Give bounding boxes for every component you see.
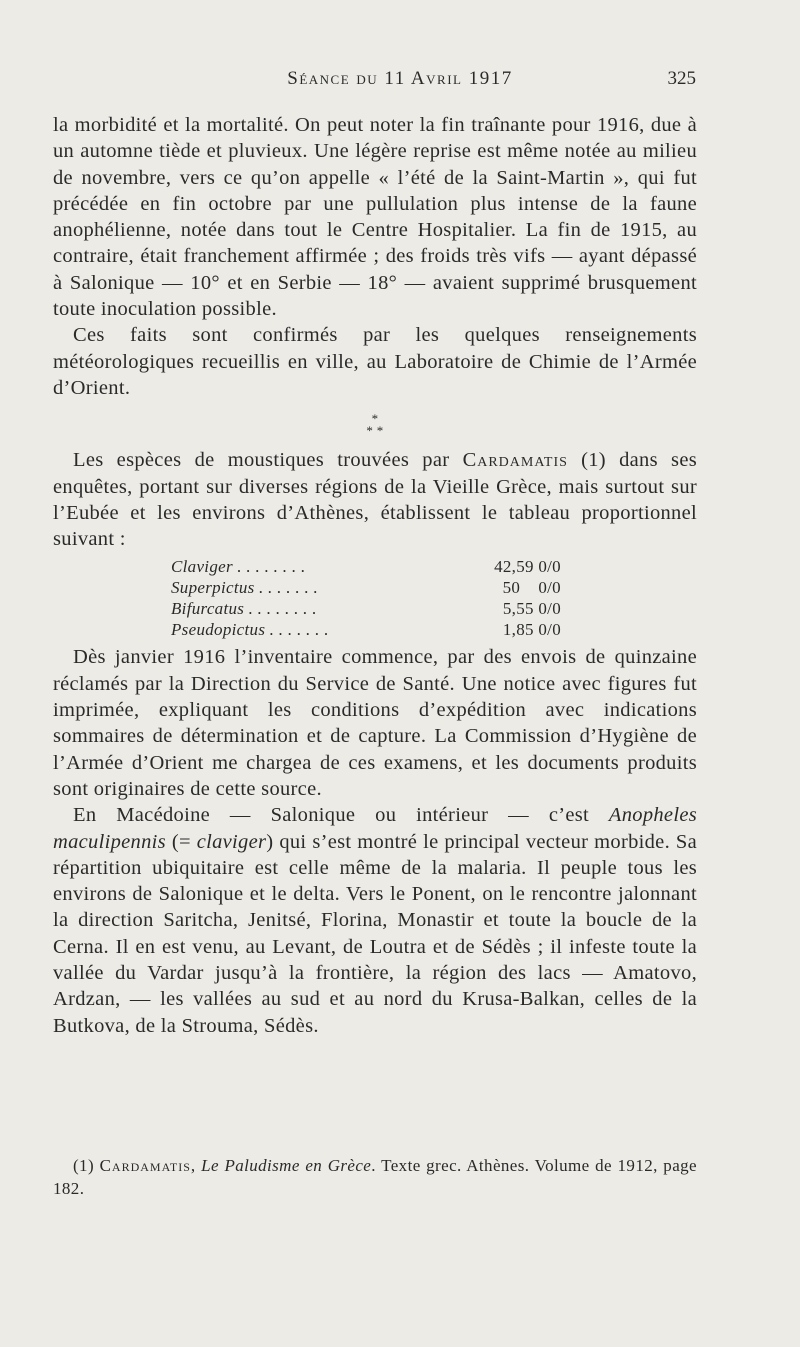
species-label xyxy=(171,556,461,577)
author-name: Cardamatis xyxy=(462,449,568,472)
page-number: 325 xyxy=(667,68,696,89)
species-label xyxy=(171,577,461,598)
species-synonym: claviger xyxy=(196,830,267,853)
footnote xyxy=(53,1154,697,1200)
dot-leader: . . . . . . . xyxy=(269,620,329,640)
species-label xyxy=(171,598,461,619)
dot-leader: . . . . . . . . xyxy=(236,557,306,577)
footnote-author: Cardamatis xyxy=(99,1156,191,1175)
paragraph-3 xyxy=(53,447,697,552)
paragraph-5-text-a: En Macédoine — Salonique ou intérieur — c’est xyxy=(73,804,609,827)
species-percentage: 42,59 0/0 xyxy=(494,557,561,577)
paragraph-5-text-b: (= xyxy=(165,830,197,853)
paragraph-4: Dès janvier 1916 l’inventaire commence, par des envois de quinzaine réclamés par la Direction du Service de Santé. Une notice avec figures fut imprimée, expliquant les conditions d’expédition avec indications sommaires de détermination et de capture. La Commission d’Hygiène de l’Armée d’Orient me chargea de ces examens, et les documents produits sont originaires de cette source. xyxy=(53,646,697,800)
running-head: Séance du 11 Avril 1917 xyxy=(287,68,513,89)
footnote-text xyxy=(53,1154,697,1200)
species-percentage: 5,55 0/0 xyxy=(502,599,561,619)
species-table xyxy=(171,556,561,640)
section-asterism: * * * xyxy=(366,411,384,439)
species-row-name: Bifurcatus xyxy=(171,599,245,619)
body-text xyxy=(53,112,697,1039)
species-row xyxy=(171,619,561,640)
paragraph-5-text-c: ) qui s’est montré le principal vecteur morbide. Sa répartition ubiquitaire est celle même de la malaria. Il peuple tous les environs de Salonique et le delta. Vers le Ponent, on le rencontre jalonnant la direction Saritcha, Jenitsé, Florina, Monastir et toute la boucle de la Cerna. Il en est venu, au Levant, de Loutra et de Sédès ; il infeste toute la vallée du Vardar jusqu’à la frontière, la région des lacs — Amatovo, Ardzan, — les vallées au sud et au nord du Krusa-Balkan, celles de la Butkova, de la Strouma, Sédès. xyxy=(53,830,697,1037)
paragraph-3-text-b: (1) dans ses enquêtes, portant sur diverses régions de la Vieille Grèce, mais surtout sur l’Eubée et les environs d’Athènes, établissent le tableau proportionnel suivant : xyxy=(53,449,698,551)
paragraph-1: la morbidité et la mortalité. On peut noter la fin traînante pour 1916, due à un automne tiède et pluvieux. Une légère reprise est même notée au milieu de novembre, vers ce qu’on appelle « l’été de la Saint-Martin », qui fut précédée en fin octobre par une pullulation plus intense de la faune anophélienne, notée dans tout le Centre Hospitalier. La fin de 1915, au contraire, était franchement affirmée ; des froids très vifs — ayant dépassé à Salonique — 10° et en Serbie — 18° — avaient supprimé brusquement toute inoculation possible. xyxy=(53,114,697,321)
species-percentage: 50 0/0 xyxy=(502,578,561,598)
species-row xyxy=(171,598,561,619)
species-percentage: 1,85 0/0 xyxy=(502,620,561,640)
page-header xyxy=(0,68,800,98)
dot-leader: . . . . . . . . xyxy=(248,599,317,619)
footnote-title: Le Paludisme en Grèce xyxy=(201,1156,372,1175)
species-row xyxy=(171,577,561,598)
paragraph-3-text-a: Les espèces de moustiques trouvées par xyxy=(73,449,463,472)
paragraph-2: Ces faits sont confirmés par les quelques renseignements météorologiques recueillis en ville, au Laboratoire de Chimie de l’Armée d’Orient. xyxy=(53,324,697,399)
footnote-sep: , xyxy=(190,1156,202,1175)
species-row-name: Pseudopictus xyxy=(171,620,266,640)
footnote-marker: (1) xyxy=(73,1156,100,1175)
species-row xyxy=(171,556,561,577)
footnote-rest: . Texte grec. Athènes. Volume de 1912, page 182. xyxy=(53,1156,697,1198)
species-label xyxy=(171,619,461,640)
paragraph-5 xyxy=(53,802,697,1039)
species-row-name: Claviger xyxy=(171,557,233,577)
species-name: Anopheles maculipennis xyxy=(53,804,697,853)
species-row-name: Superpictus xyxy=(171,578,255,598)
dot-leader: . . . . . . . xyxy=(258,578,318,598)
